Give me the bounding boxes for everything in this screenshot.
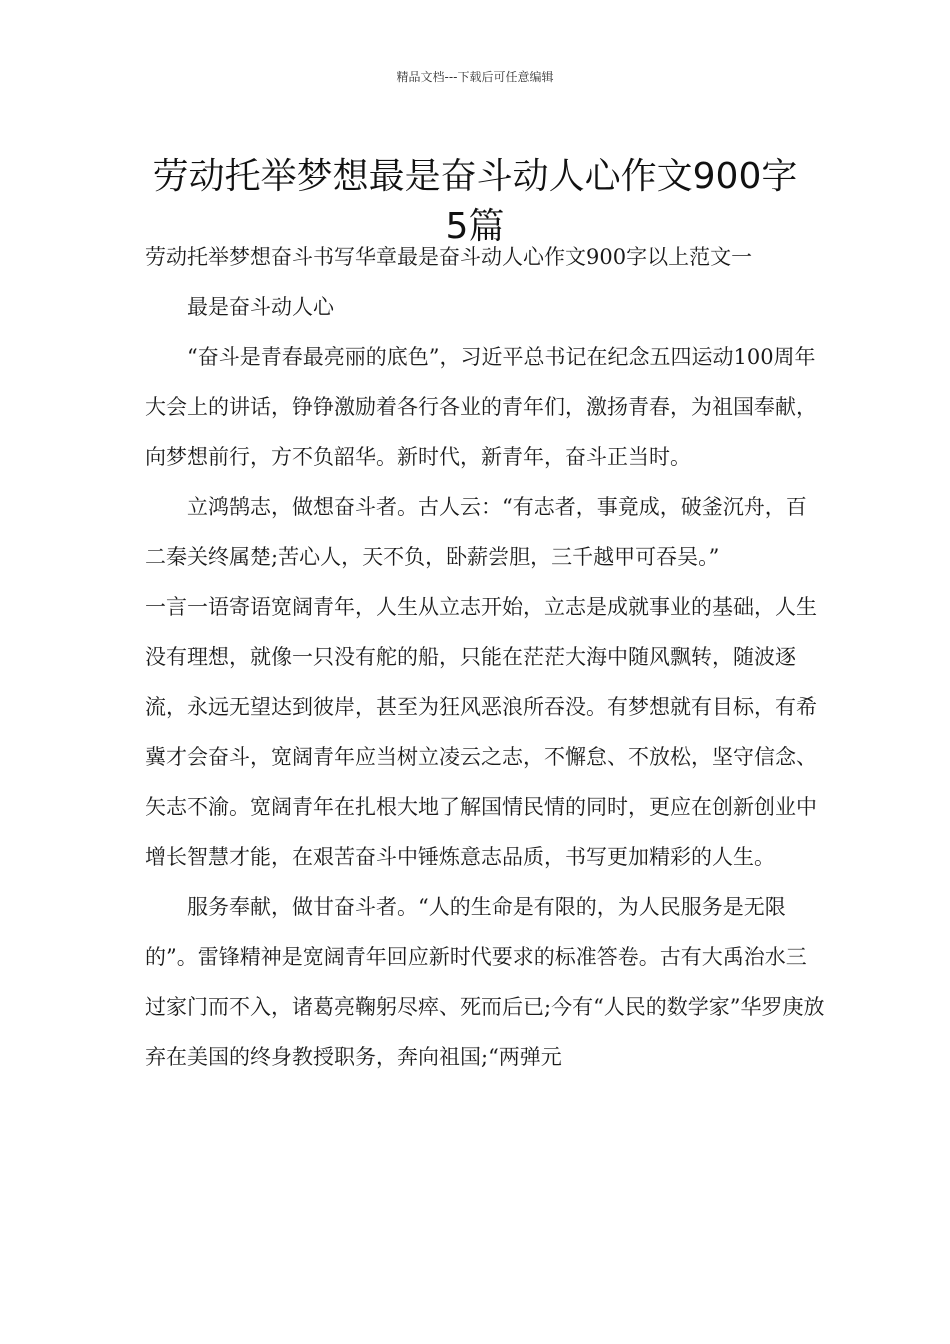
paragraph-3: 一言一语寄语宽阔青年，人生从立志开始，立志是成就事业的基础，人生没有理想，就像一只没有舵的船，只能在茫茫大海中随风飘转，随波逐流，永远无望达到彼岸，甚至为狂风恶浪所吞没。有梦想就有目标，有希冀才会奋斗，宽阔青年应当树立凌云之志，不懈怠、不放松，坚守信念、矢志不渝。宽阔青年在扎根大地了解国情民情的同时，更应在创新创业中增长智慧才能，在艰苦奋斗中锤炼意志品质，书写更加精彩的人生。 xyxy=(145,595,817,869)
paragraph-4: 服务奉献，做甘奋斗者。“人的生命是有限的，为人民服务是无限的”。雷锋精神是宽阔青年回应新时代要求的标准答卷。古有大禹治水三过家门而不入，诸葛亮鞠躬尽瘁、死而后已;今有“人民的数学家”华罗庚放弃在美国的终身教授职务，奔向祖国;“两弹元 xyxy=(145,895,825,1069)
section-heading: 最是奋斗动人心 xyxy=(187,295,334,319)
header-note: 精品文档---下载后可任意编辑 xyxy=(396,70,554,84)
document-title: 劳动托举梦想最是奋斗动人心作文900字5篇 xyxy=(152,156,798,248)
paragraph-2: 立鸿鹄志，做想奋斗者。古人云：“有志者，事竟成，破釜沉舟，百二秦关终属楚;苦心人，天不负，卧薪尝胆，三千越甲可吞吴。” xyxy=(145,495,807,569)
paragraph-1: “奋斗是青春最亮丽的底色”，习近平总书记在纪念五四运动100周年大会上的讲话，铮铮激励着各行各业的青年们，激扬青春，为祖国奉献，向梦想前行，方不负韶华。新时代，新青年，奋斗正当时。 xyxy=(145,345,817,469)
document-body xyxy=(145,232,825,1082)
intro-line: 劳动托举梦想奋斗书写华章最是奋斗动人心作文900字以上范文一 xyxy=(145,245,753,269)
